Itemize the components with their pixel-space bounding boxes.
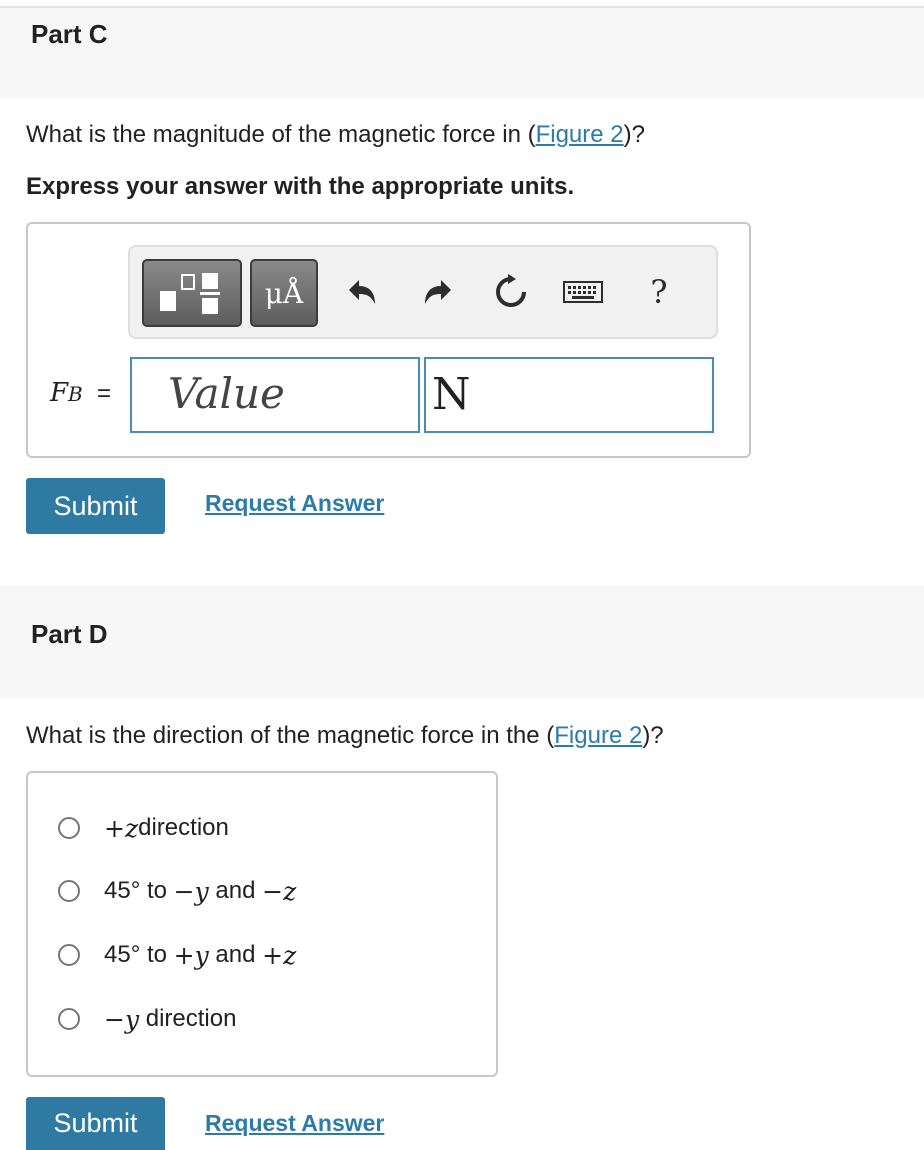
variable-label [50, 378, 111, 408]
submit-button-part-c[interactable]: Submit [26, 478, 165, 534]
radio-button[interactable] [58, 817, 80, 839]
part-d-header [0, 586, 924, 698]
choice-text: 45° to [104, 877, 174, 904]
radio-button[interactable] [58, 1008, 80, 1030]
request-answer-link-part-c[interactable]: Request Answer [205, 490, 385, 516]
question-text-end: )? [642, 722, 664, 749]
part-c-header [0, 8, 924, 98]
radio-button[interactable] [58, 944, 80, 966]
undo-icon[interactable] [338, 269, 384, 315]
choice-text: and [208, 941, 263, 968]
value-placeholder: Value [168, 369, 285, 418]
figure-2-link[interactable]: Figure 2 [554, 722, 643, 749]
variable-subscript: B [68, 382, 83, 406]
choice-minus-y[interactable] [58, 999, 236, 1039]
templates-icon [144, 261, 240, 325]
choice-axis: +y [173, 940, 209, 970]
part-d-title: Part D [31, 619, 108, 649]
choice-sign: − [104, 1004, 125, 1034]
part-c-title: Part C [31, 19, 108, 49]
units-input[interactable] [424, 357, 714, 433]
help-icon[interactable]: ? [650, 273, 668, 311]
question-text: What is the magnitude of the magnetic force in ( [26, 121, 536, 148]
choice-text: and [208, 877, 263, 904]
choice-text: direction [138, 814, 229, 841]
choice-axis: +z [262, 940, 297, 970]
choice-text: 45° to [104, 941, 174, 968]
reset-icon[interactable] [488, 269, 534, 315]
choice-plus-z[interactable] [58, 808, 229, 848]
math-toolbar [128, 245, 718, 339]
unit-value: N [432, 369, 471, 420]
choice-text: direction [139, 1005, 237, 1032]
equals-sign: = [97, 380, 112, 407]
units-button[interactable] [250, 259, 318, 327]
choice-axis: z [124, 813, 139, 843]
templates-button[interactable] [142, 259, 242, 327]
answer-instruction: Express your answer with the appropriate units. [26, 173, 575, 200]
redo-icon[interactable] [416, 269, 462, 315]
choice-axis: −z [262, 876, 297, 906]
submit-button-part-d[interactable]: Submit [26, 1097, 165, 1150]
value-input[interactable] [130, 357, 420, 433]
choice-axis: y [124, 1004, 140, 1034]
keyboard-icon[interactable] [560, 269, 606, 315]
part-d-question [26, 722, 664, 750]
choice-45-neg-y-neg-z[interactable] [58, 871, 296, 911]
units-label: μÅ [264, 276, 304, 310]
choice-45-pos-y-pos-z[interactable] [58, 935, 296, 975]
request-answer-link-part-d[interactable]: Request Answer [205, 1110, 385, 1136]
question-text-end: )? [623, 121, 645, 148]
variable-symbol: F [50, 378, 69, 408]
part-c-question [26, 121, 645, 149]
choice-sign: + [104, 813, 125, 843]
figure-2-link[interactable]: Figure 2 [535, 121, 624, 148]
question-text: What is the direction of the magnetic force in the ( [26, 722, 555, 749]
radio-button[interactable] [58, 880, 80, 902]
choice-axis: −y [173, 876, 209, 906]
